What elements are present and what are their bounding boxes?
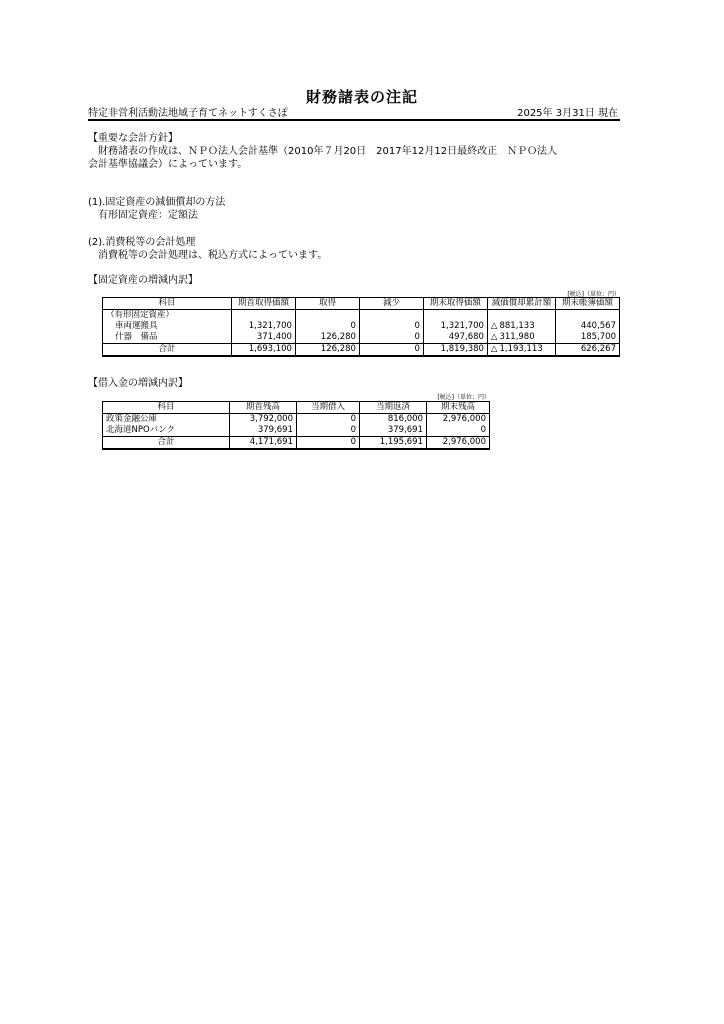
cell-value: 0 [359, 332, 423, 344]
cell-value [487, 344, 555, 357]
cell-value: 379,691 [230, 425, 297, 437]
depreciation-value: 881,133 [499, 321, 535, 331]
column-header: 期末残高 [427, 402, 490, 414]
tax-text: 消費税等の会計処理は、税込方式によっています。 [98, 250, 328, 261]
total-label: 合計 [103, 344, 232, 357]
accounting-policy-section [88, 132, 628, 171]
accounting-policy-heading: 【重要な会計方針】 [88, 133, 178, 144]
column-header: 科目 [103, 298, 232, 310]
table-header-row [103, 402, 490, 414]
column-header: 期末取得価額 [423, 298, 487, 310]
cell-value: 1,321,700 [231, 321, 295, 332]
cell-value: 1,321,700 [423, 321, 487, 332]
table-row [103, 425, 490, 437]
negative-triangle: △ [490, 344, 498, 354]
cell-value: 0 [427, 425, 490, 437]
cell-value [487, 332, 555, 344]
accounting-policy-line1: 財務諸表の作成は、ＮＰＯ法人会計基準（2010年７月20日 2017年12月12日最終改正 ＮＰＯ法人 [98, 146, 558, 157]
cell-value: 371,400 [231, 332, 295, 344]
fixed-assets-heading: 【固定資産の増減内訳】 [88, 275, 198, 286]
cell-value: 816,000 [360, 414, 427, 426]
column-header: 期首残高 [230, 402, 297, 414]
accounting-policy-line2: 会計基準協議会）によっています。 [88, 159, 248, 170]
depreciation-heading: (1).固定資産の減価償却の方法 [88, 197, 226, 208]
depreciation-text: 有形固定資産：定額法 [98, 210, 198, 221]
cell-value: 0 [359, 344, 423, 357]
cell-value: 0 [297, 425, 360, 437]
table-row [103, 332, 620, 344]
cell-value: 379,691 [360, 425, 427, 437]
loans-table [102, 401, 490, 450]
cell-value: 3,792,000 [230, 414, 297, 426]
total-row [103, 344, 620, 357]
cell-value: 185,700 [555, 332, 619, 344]
cell-value: 0 [359, 321, 423, 332]
cell-value: 1,693,100 [231, 344, 295, 357]
column-header: 減少 [359, 298, 423, 310]
cell-value: 2,976,000 [427, 437, 490, 450]
total-row [103, 437, 490, 450]
cell-value: 0 [297, 437, 360, 450]
cell-value: 1,195,691 [360, 437, 427, 450]
depreciation-value: 1,193,113 [499, 344, 543, 354]
loans-heading: 【借入金の増減内訳】 [88, 378, 188, 389]
cell-value: 0 [295, 321, 359, 332]
depreciation-value: 311,980 [499, 332, 535, 342]
table-header-row [103, 298, 620, 310]
column-header: 当期借入 [297, 402, 360, 414]
category-label: （有形固定資産） [103, 310, 232, 322]
cell-value: 440,567 [555, 321, 619, 332]
cell-value: 626,267 [555, 344, 619, 357]
cell-value: 126,280 [295, 344, 359, 357]
cell-value: 1,819,380 [423, 344, 487, 357]
column-header: 科目 [103, 402, 230, 414]
column-header: 当期返済 [360, 402, 427, 414]
loans-unit-note: [税込]（単位：円） [437, 394, 490, 401]
column-header: 期首取得価額 [231, 298, 295, 310]
total-label: 合計 [103, 437, 230, 450]
row-label: 車両運搬具 [103, 321, 232, 332]
row-label: 北海道NPOバンク [103, 425, 230, 437]
tax-heading: (2).消費税等の会計処理 [88, 237, 196, 248]
column-header: 取得 [295, 298, 359, 310]
report-date: 2025年 3月31日 現在 [517, 108, 618, 119]
document-header [88, 104, 620, 121]
negative-triangle: △ [490, 332, 498, 342]
column-header: 期末帳簿価額 [555, 298, 619, 310]
row-label: 政策金融公庫 [103, 414, 230, 426]
organization-name: 特定非営利活動法地域子育てネットすくさぽ [88, 108, 288, 119]
cell-value: 4,171,691 [230, 437, 297, 450]
table-row [103, 321, 620, 332]
cell-value: 2,976,000 [427, 414, 490, 426]
cell-value [487, 321, 555, 332]
fixed-assets-table [102, 297, 620, 357]
page-title: 財務諸表の注記 [305, 88, 418, 106]
cell-value: 497,680 [423, 332, 487, 344]
cell-value: 0 [297, 414, 360, 426]
negative-triangle: △ [490, 321, 498, 331]
depreciation-section [88, 196, 628, 222]
table-row [103, 310, 620, 322]
tax-section [88, 236, 628, 262]
column-header: 減価償却累計額 [487, 298, 555, 310]
fixed-assets-unit-note: [税込]（単位：円） [567, 291, 620, 298]
cell-value: 126,280 [295, 332, 359, 344]
table-row [103, 414, 490, 426]
row-label: 什器 備品 [103, 332, 232, 344]
